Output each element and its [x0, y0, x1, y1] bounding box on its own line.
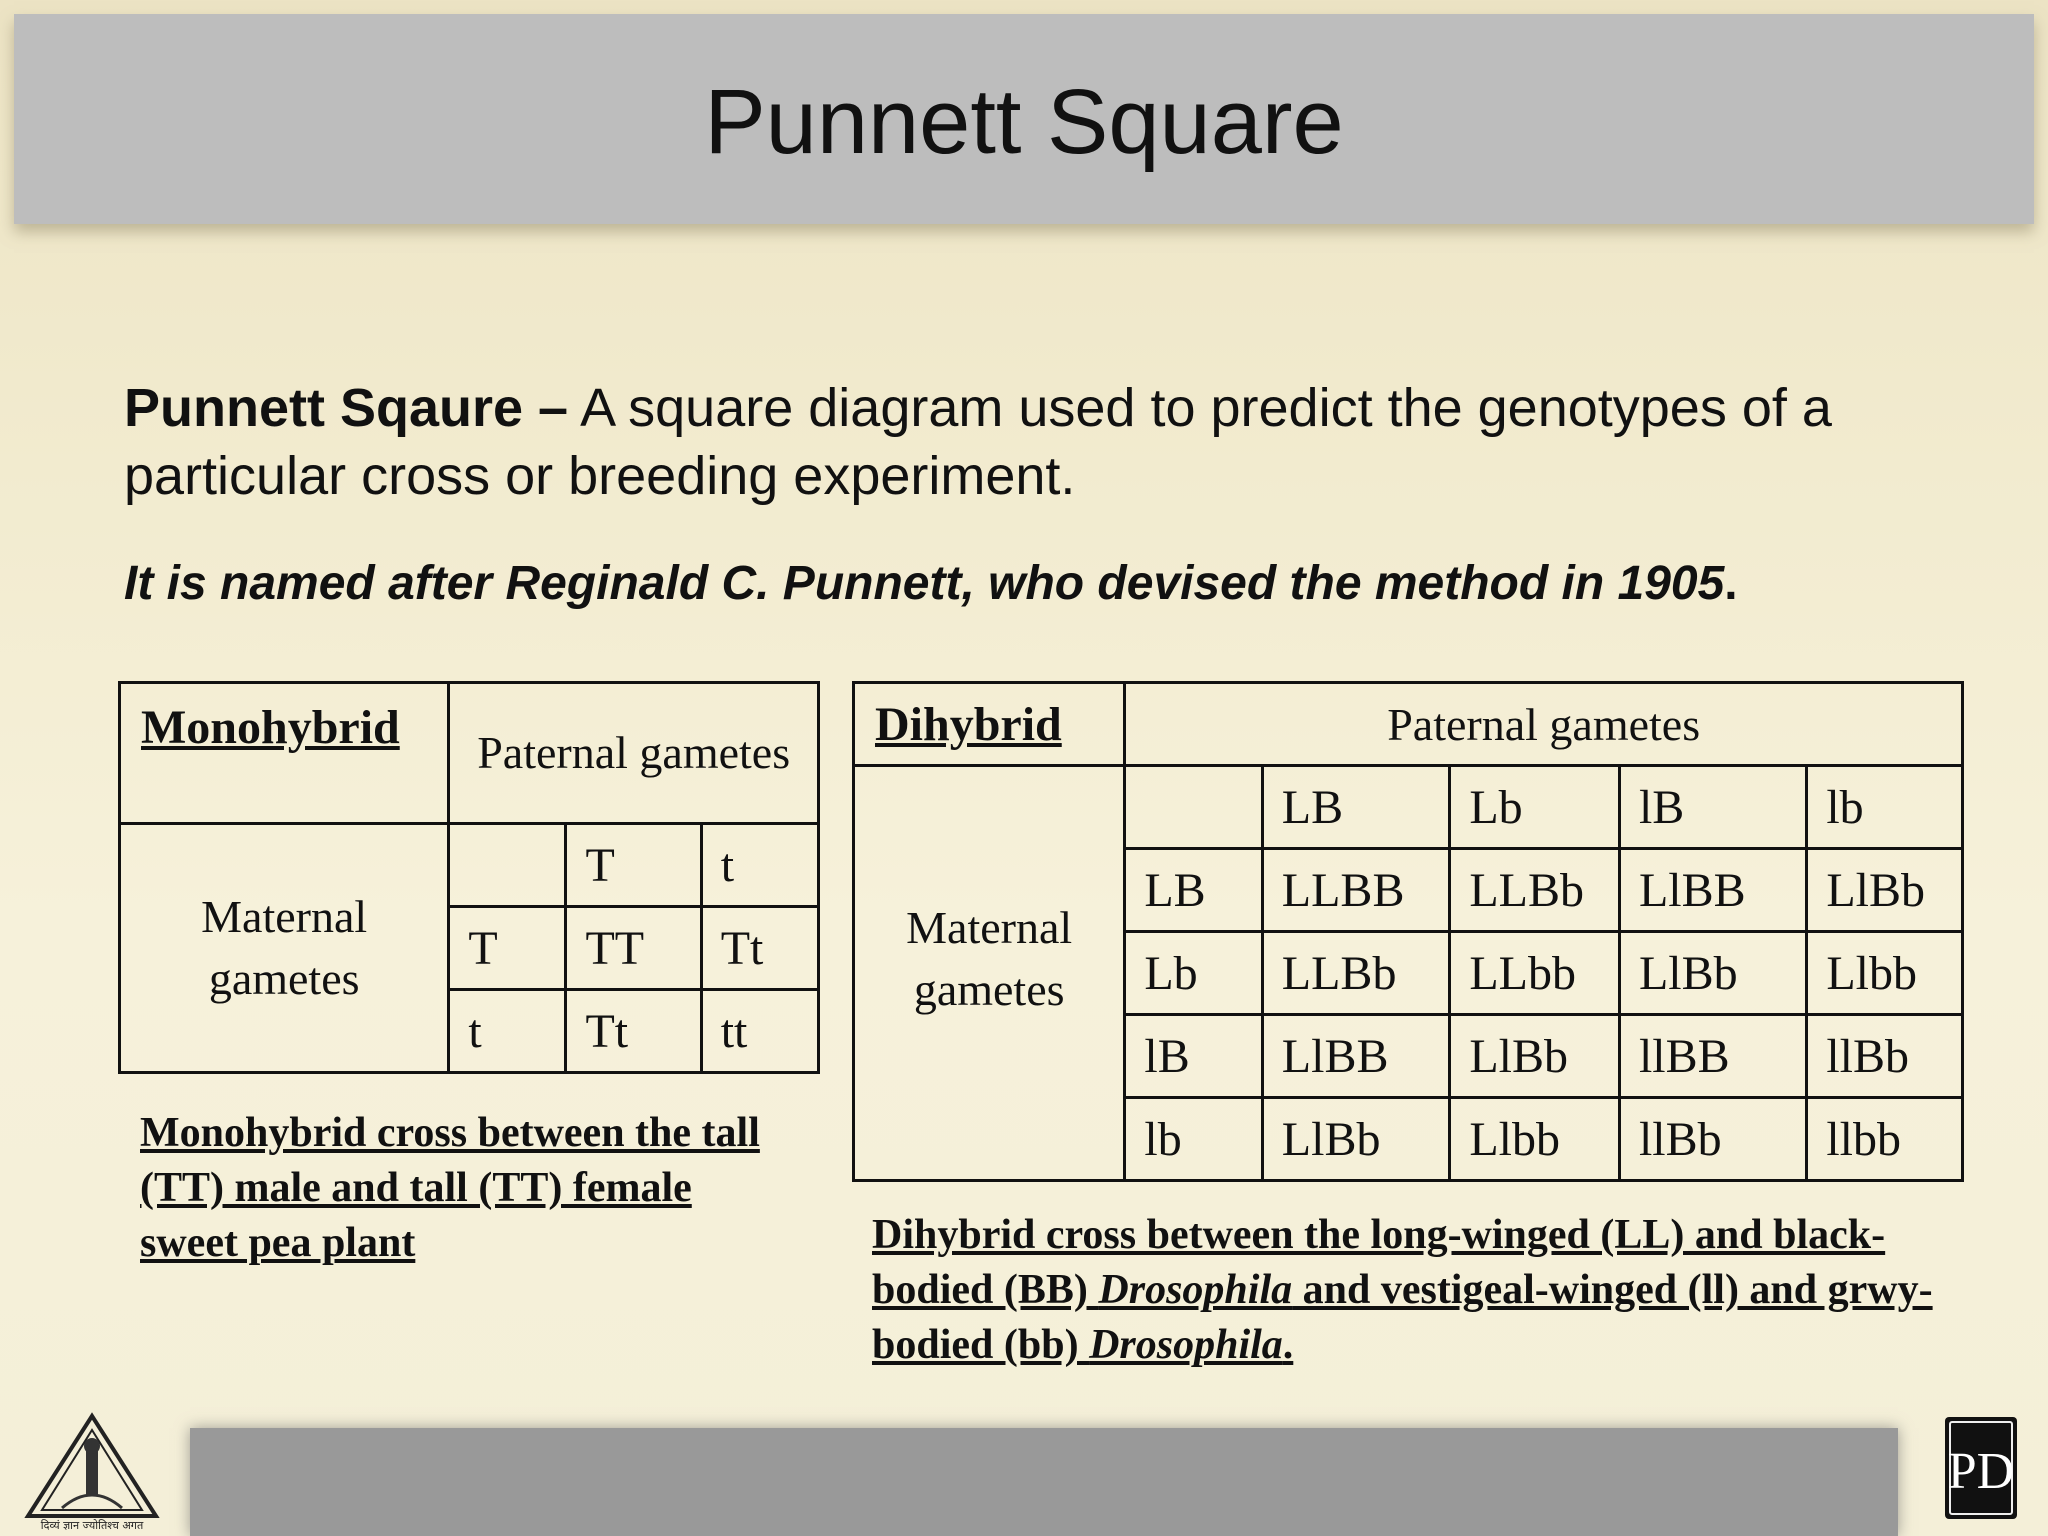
- monohybrid-col-header: t: [701, 824, 818, 907]
- dihybrid-maternal-label: Maternal gametes: [854, 766, 1125, 1181]
- definition-term: Punnett Sqaure –: [124, 378, 569, 438]
- dihybrid-cell: llbb: [1807, 1098, 1963, 1181]
- dihybrid-col-header: LB: [1262, 766, 1450, 849]
- dihybrid-cell: Llbb: [1450, 1098, 1620, 1181]
- dihybrid-cell: llBB: [1619, 1015, 1806, 1098]
- named-after-text: It is named after Reginald C. Punnett, who devised the method in 1905: [124, 557, 1725, 610]
- monohybrid-cell: TT: [566, 907, 701, 990]
- monohybrid-cell: Tt: [701, 907, 818, 990]
- dihybrid-cell: LlBb: [1450, 1015, 1620, 1098]
- dihybrid-cell: LLBb: [1450, 849, 1620, 932]
- footer-bar: [190, 1428, 1898, 1536]
- emblem-logo-icon: [22, 1412, 162, 1532]
- monohybrid-table: [118, 681, 820, 1074]
- svg-text:PD: PD: [1947, 1443, 2015, 1500]
- pd-logo-icon: [1944, 1416, 2018, 1520]
- dihybrid-label: Dihybrid: [854, 683, 1125, 766]
- dihybrid-cell: Llbb: [1807, 932, 1963, 1015]
- dihybrid-cell: llBb: [1619, 1098, 1806, 1181]
- monohybrid-corner-cell: [449, 824, 566, 907]
- dihybrid-cell: LLBb: [1262, 932, 1450, 1015]
- dihybrid-cell: LlBb: [1807, 849, 1963, 932]
- monohybrid-caption: Monohybrid cross between the tall (TT) male and tall (TT) female sweet pea plant: [140, 1110, 760, 1266]
- named-after: It is named after Reginald C. Punnett, who devised the method in 1905.: [124, 557, 1738, 610]
- slide-title: Punnett Square: [704, 71, 1344, 173]
- dihybrid-caption: Dihybrid cross between the long-winged (LL) and black-bodied (BB) Drosophila and vestigeal-winged (ll) and grwy-bodied (bb) Drosophila.: [872, 1212, 1933, 1368]
- dihybrid-col-header: lB: [1619, 766, 1806, 849]
- dihybrid-cell: LlBb: [1262, 1098, 1450, 1181]
- dihybrid-row-header: lb: [1125, 1098, 1262, 1181]
- dihybrid-cell: LlBB: [1262, 1015, 1450, 1098]
- monohybrid-cell: tt: [701, 990, 818, 1073]
- monohybrid-row-header: t: [449, 990, 566, 1073]
- svg-text:दिव्यं ज्ञान ज्योतिश्च अगत: दिव्यं ज्ञान ज्योतिश्च अगत: [40, 1519, 144, 1532]
- dihybrid-cell: llBb: [1807, 1015, 1963, 1098]
- dihybrid-row-header: lB: [1125, 1015, 1262, 1098]
- definition: [124, 374, 1944, 510]
- dihybrid-col-header: Lb: [1450, 766, 1620, 849]
- dihybrid-cell: LlBb: [1619, 932, 1806, 1015]
- dihybrid-row-header: LB: [1125, 849, 1262, 932]
- monohybrid-col-header: T: [566, 824, 701, 907]
- dihybrid-paternal-label: Paternal gametes: [1125, 683, 1963, 766]
- dihybrid-cell: LLbb: [1450, 932, 1620, 1015]
- monohybrid-row-header: T: [449, 907, 566, 990]
- dihybrid-corner-cell: [1125, 766, 1262, 849]
- monohybrid-maternal-label: Maternal gametes: [120, 824, 449, 1073]
- definition-text: A square diagram used to predict the genotypes of a particular cross or breeding experiment.: [124, 378, 1832, 506]
- dihybrid-row-header: Lb: [1125, 932, 1262, 1015]
- dihybrid-cell: LlBB: [1619, 849, 1806, 932]
- dihybrid-cell: LLBB: [1262, 849, 1450, 932]
- title-bar: [14, 14, 2034, 224]
- monohybrid-cell: Tt: [566, 990, 701, 1073]
- monohybrid-label: Monohybrid: [120, 683, 449, 824]
- monohybrid-paternal-label: Paternal gametes: [449, 683, 819, 824]
- dihybrid-col-header: lb: [1807, 766, 1963, 849]
- dihybrid-table: [852, 681, 1964, 1182]
